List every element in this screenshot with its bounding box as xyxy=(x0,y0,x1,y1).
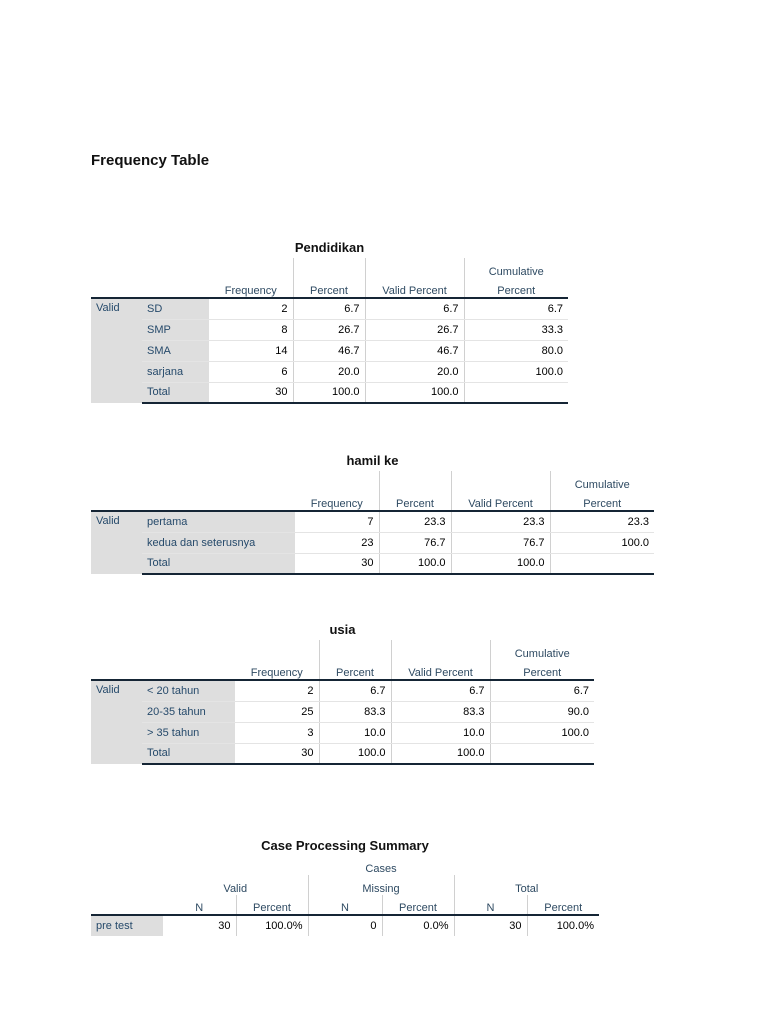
percent-cell: 46.7 xyxy=(293,340,365,361)
valid-percent-cell: 46.7 xyxy=(365,340,464,361)
valid-percent-header: Percent xyxy=(236,895,308,915)
row-label: SMP xyxy=(142,319,209,340)
cases-header: Cases xyxy=(365,863,397,875)
percent-cell: 10.0 xyxy=(319,722,391,743)
percent-header: Percent xyxy=(379,491,451,511)
frequency-cell: 30 xyxy=(295,553,379,574)
valid-percent-cell: 100.0 xyxy=(365,382,464,403)
cumulative-cell: 23.3 xyxy=(550,511,654,532)
row-label: pre test xyxy=(91,915,163,936)
usia-table xyxy=(91,622,594,765)
row-label: 20-35 tahun xyxy=(142,701,235,722)
percent-cell: 100.0 xyxy=(379,553,451,574)
valid-percent-cell: 76.7 xyxy=(451,532,550,553)
frequency-cell: 30 xyxy=(235,743,319,764)
cumulative-cell: 6.7 xyxy=(490,680,594,701)
table-title: Case Processing Summary xyxy=(261,838,429,853)
total-label: Total xyxy=(142,743,235,764)
percent-header: Percent xyxy=(293,278,365,298)
cumulative-cell: 6.7 xyxy=(464,298,568,319)
row-label: < 20 tahun xyxy=(142,680,235,701)
total-percent-header: Percent xyxy=(527,895,599,915)
frequency-cell: 3 xyxy=(235,722,319,743)
missing-percent-header: Percent xyxy=(382,895,454,915)
missing-percent-cell: 0.0% xyxy=(382,915,454,936)
valid-percent-cell: 100.0 xyxy=(391,743,490,764)
valid-percent-header: Valid Percent xyxy=(391,660,490,680)
total-n-header: N xyxy=(454,895,527,915)
row-label: > 35 tahun xyxy=(142,722,235,743)
valid-percent-cell: 23.3 xyxy=(451,511,550,532)
valid-label: Valid xyxy=(91,511,142,574)
table-title: Pendidikan xyxy=(294,240,365,255)
hamil-ke-table xyxy=(91,453,654,575)
row-label: kedua dan seterusnya xyxy=(142,532,295,553)
frequency-cell: 23 xyxy=(295,532,379,553)
cumulative-percent-header: Percent xyxy=(464,278,568,298)
percent-cell: 20.0 xyxy=(293,361,365,382)
valid-group-header: Valid xyxy=(223,883,248,895)
row-label: SD xyxy=(142,298,209,319)
cumulative-cell: 80.0 xyxy=(464,340,568,361)
cumulative-percent-header: Percent xyxy=(550,491,654,511)
table-title: hamil ke xyxy=(346,453,399,468)
valid-percent-cell: 20.0 xyxy=(365,361,464,382)
frequency-cell: 6 xyxy=(209,361,293,382)
table-title: usia xyxy=(329,622,356,637)
valid-n-cell: 30 xyxy=(163,915,236,936)
cumulative-cell: 100.0 xyxy=(490,722,594,743)
valid-percent-cell: 83.3 xyxy=(391,701,490,722)
cumulative-cell: 100.0 xyxy=(464,361,568,382)
frequency-cell: 7 xyxy=(295,511,379,532)
frequency-cell: 30 xyxy=(209,382,293,403)
total-n-cell: 30 xyxy=(454,915,527,936)
case-processing-summary-table xyxy=(91,838,599,936)
percent-cell: 100.0 xyxy=(319,743,391,764)
total-percent-cell: 100.0% xyxy=(527,915,599,936)
row-label: sarjana xyxy=(142,361,209,382)
valid-n-header: N xyxy=(195,902,204,914)
frequency-cell: 25 xyxy=(235,701,319,722)
total-label: Total xyxy=(142,553,295,574)
frequency-cell: 8 xyxy=(209,319,293,340)
cumulative-header: Cumulative xyxy=(550,471,654,491)
frequency-header: Frequency xyxy=(310,498,363,510)
total-label: Total xyxy=(142,382,209,403)
percent-cell: 23.3 xyxy=(379,511,451,532)
cumulative-cell: 90.0 xyxy=(490,701,594,722)
percent-cell: 6.7 xyxy=(293,298,365,319)
frequency-cell: 2 xyxy=(235,680,319,701)
valid-percent-cell: 100.0% xyxy=(236,915,308,936)
cumulative-cell xyxy=(550,553,654,574)
frequency-header: Frequency xyxy=(224,285,277,297)
valid-percent-cell: 6.7 xyxy=(391,680,490,701)
missing-n-cell: 0 xyxy=(308,915,382,936)
valid-percent-header: Valid Percent xyxy=(365,278,464,298)
row-label: SMA xyxy=(142,340,209,361)
percent-header: Percent xyxy=(319,660,391,680)
total-group-header: Total xyxy=(454,875,599,895)
cumulative-percent-header: Percent xyxy=(490,660,594,680)
percent-cell: 100.0 xyxy=(293,382,365,403)
pendidikan-table xyxy=(91,240,568,404)
frequency-cell: 14 xyxy=(209,340,293,361)
cumulative-cell xyxy=(490,743,594,764)
percent-cell: 83.3 xyxy=(319,701,391,722)
frequency-header: Frequency xyxy=(250,667,303,679)
valid-percent-header: Valid Percent xyxy=(451,491,550,511)
valid-percent-cell: 6.7 xyxy=(365,298,464,319)
cumulative-cell: 33.3 xyxy=(464,319,568,340)
cumulative-header: Cumulative xyxy=(490,640,594,660)
valid-percent-cell: 10.0 xyxy=(391,722,490,743)
percent-cell: 76.7 xyxy=(379,532,451,553)
frequency-cell: 2 xyxy=(209,298,293,319)
valid-label: Valid xyxy=(91,680,142,764)
missing-n-header: N xyxy=(308,895,382,915)
percent-cell: 6.7 xyxy=(319,680,391,701)
cumulative-cell xyxy=(464,382,568,403)
valid-percent-cell: 26.7 xyxy=(365,319,464,340)
cumulative-cell: 100.0 xyxy=(550,532,654,553)
valid-percent-cell: 100.0 xyxy=(451,553,550,574)
missing-group-header: Missing xyxy=(308,875,454,895)
row-label: pertama xyxy=(142,511,295,532)
page-heading: Frequency Table xyxy=(91,152,210,169)
cumulative-header: Cumulative xyxy=(464,258,568,278)
percent-cell: 26.7 xyxy=(293,319,365,340)
valid-label: Valid xyxy=(91,298,142,403)
